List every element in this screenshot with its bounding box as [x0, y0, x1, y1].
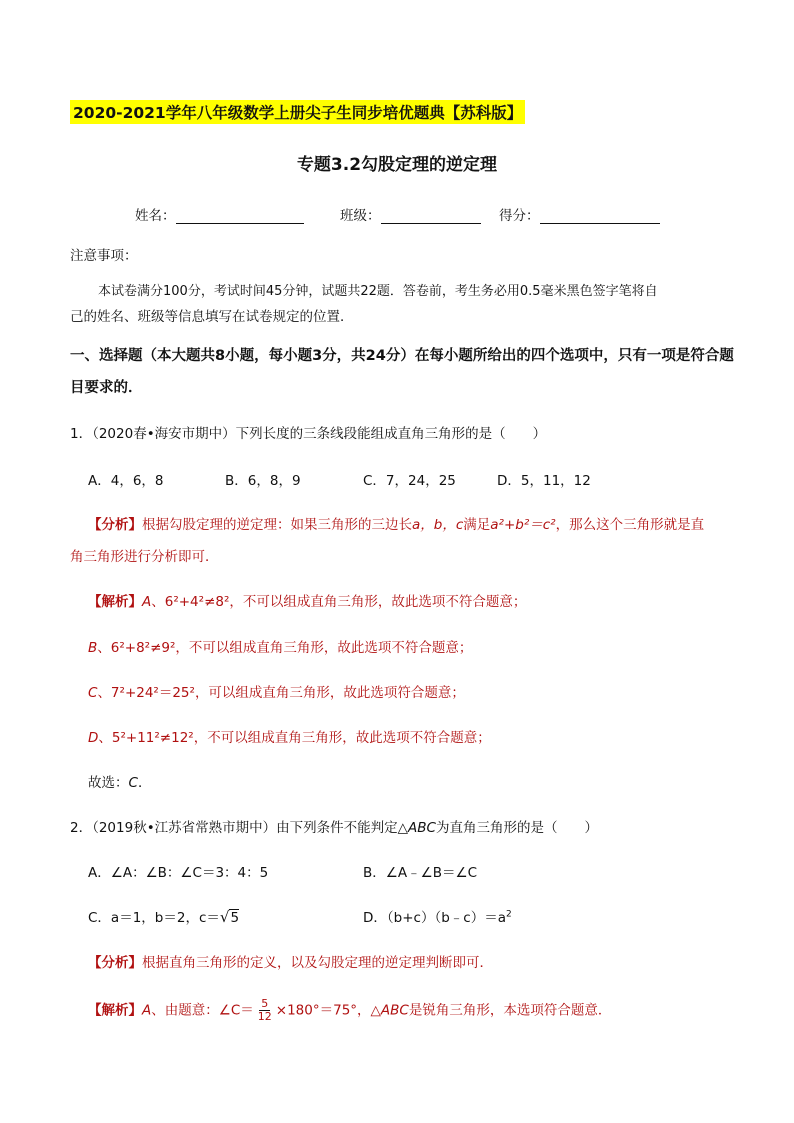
- q1-stem: 1．（2020春•海安市期中）下列长度的三条线段能组成直角三角形的是（ ）: [70, 426, 547, 442]
- q2-stem-var: ABC: [408, 820, 436, 836]
- q2-analysis-tag: 【分析】: [88, 955, 142, 971]
- name-label: 姓名：: [135, 208, 176, 224]
- q2-option-c: [88, 906, 239, 926]
- q1-sol-a-text: ，不可以组成直角三角形，故此选项不符合题意；: [229, 594, 527, 610]
- class-blank[interactable]: [381, 211, 481, 224]
- header-banner: 2020-2021学年八年级数学上册尖子生同步培优题典【苏科版】: [70, 100, 525, 124]
- q1-option-c: C．7，24，25: [363, 473, 456, 489]
- section-1-heading-cont: 目要求的．: [70, 380, 143, 396]
- q1-sol-c-text: ，可以组成直角三角形，故此选项符合题意；: [194, 685, 465, 701]
- q1-sol-d-eq: 、5²+11²≠12²: [98, 730, 194, 746]
- q1-sol-b-eq: 、6²+8²≠9²: [97, 640, 176, 656]
- q1-analysis-tail: ，那么这个三角形就是直: [555, 517, 705, 533]
- q1-solution-b: [88, 636, 472, 656]
- q1-option-b: B．6，8，9: [225, 473, 301, 489]
- q2-opt-d-pre: D．（b+c）（b﹣c）＝a: [363, 910, 506, 926]
- notice-line-1: 本试卷满分100分，考试时间45分钟，试题共22题．答卷前，考生务必用0.5毫米黑色签字笔将自: [98, 284, 658, 299]
- q2-stem-post: 为直角三角形的是（ ）: [435, 820, 598, 836]
- q2-opt-c-sqrt: 5: [230, 910, 240, 926]
- q1-answer: [88, 771, 151, 791]
- q1-sol-c-var: C: [88, 685, 98, 701]
- q1-analysis-mid: 满足: [463, 517, 491, 533]
- q2-stem: [70, 816, 598, 836]
- q1-analysis-text: 根据勾股定理的逆定理：如果三角形的三边长: [142, 517, 412, 533]
- q1-analysis-line-2: 角三角形进行分析即可．: [70, 549, 219, 565]
- q1-analysis: [88, 513, 704, 533]
- q2-solution-a: [88, 998, 611, 1023]
- q2-frac-den: 12: [257, 1010, 272, 1023]
- q2-option-a: A．∠A：∠B：∠C＝3：4：5: [88, 865, 269, 881]
- q2-sol-a-post: 是锐角三角形，本选项符合题意．: [408, 1002, 612, 1019]
- q1-sol-a-var: A: [142, 594, 152, 610]
- class-field[interactable]: [340, 204, 481, 224]
- q2-solution-tag: 【解析】: [88, 1002, 142, 1019]
- notice-heading: 注意事项：: [70, 248, 138, 264]
- q2-fraction: [256, 998, 274, 1023]
- q1-sol-b-text: ，不可以组成直角三角形，故此选项不符合题意；: [175, 640, 473, 656]
- q2-sol-a-mid: ×180°＝75°，△: [275, 1002, 381, 1019]
- notice-line-2: 己的姓名、班级等信息填写在试卷规定的位置．: [70, 309, 354, 325]
- q2-analysis-text: 根据直角三角形的定义，以及勾股定理的逆定理判断即可．: [142, 955, 493, 971]
- sqrt-icon: √: [219, 908, 230, 926]
- q2-sol-a-pre: 、由题意：∠C＝: [151, 1002, 254, 1019]
- score-field[interactable]: [499, 204, 660, 224]
- q1-option-a: A．4，6，8: [88, 473, 164, 489]
- q1-sol-d-text: ，不可以组成直角三角形，故此选项不符合题意；: [193, 730, 491, 746]
- q2-option-b: B．∠A﹣∠B＝∠C: [363, 865, 477, 881]
- q2-opt-d-exp: 2: [505, 909, 512, 920]
- score-label: 得分：: [499, 208, 540, 224]
- q2-stem-pre: 2．（2019秋•江苏省常熟市期中）由下列条件不能判定△: [70, 820, 409, 836]
- q1-solution-a: [88, 590, 526, 610]
- q2-sol-a-tri: ABC: [380, 1002, 409, 1019]
- score-blank[interactable]: [540, 211, 660, 224]
- name-field[interactable]: [135, 204, 304, 224]
- q1-answer-label: 故选：: [88, 775, 129, 791]
- q1-analysis-tag: 【分析】: [88, 517, 142, 533]
- q2-sol-a-var: A: [142, 1002, 152, 1019]
- q1-analysis-vars: a，b，c: [412, 517, 464, 533]
- q1-option-d: D．5，11，12: [497, 473, 591, 489]
- q2-analysis: [88, 951, 493, 971]
- q1-solution-tag: 【解析】: [88, 594, 142, 610]
- page-title: 专题3.2勾股定理的逆定理: [296, 155, 498, 175]
- q1-solution-c: [88, 681, 465, 701]
- q2-opt-c-pre: C．a＝1，b＝2，c＝: [88, 910, 220, 926]
- q2-option-d: [363, 906, 512, 926]
- q1-answer-end: ．: [137, 775, 152, 791]
- q1-sol-b-var: B: [88, 640, 98, 656]
- q1-sol-d-var: D: [88, 730, 99, 746]
- section-1-heading: 一、选择题（本大题共8小题，每小题3分，共24分）在每小题所给出的四个选项中，只有一项是符合题: [70, 348, 734, 364]
- q1-solution-d: [88, 726, 491, 746]
- name-blank[interactable]: [176, 211, 304, 224]
- q1-answer-var: C: [128, 775, 138, 791]
- class-label: 班级：: [340, 208, 381, 224]
- q2-frac-num: 5: [261, 997, 269, 1010]
- q1-analysis-eq: a²+b²＝c²: [490, 517, 556, 533]
- q1-sol-a-eq: 、6²+4²≠8²: [151, 594, 230, 610]
- q1-sol-c-eq: 、7²+24²＝25²: [97, 685, 195, 701]
